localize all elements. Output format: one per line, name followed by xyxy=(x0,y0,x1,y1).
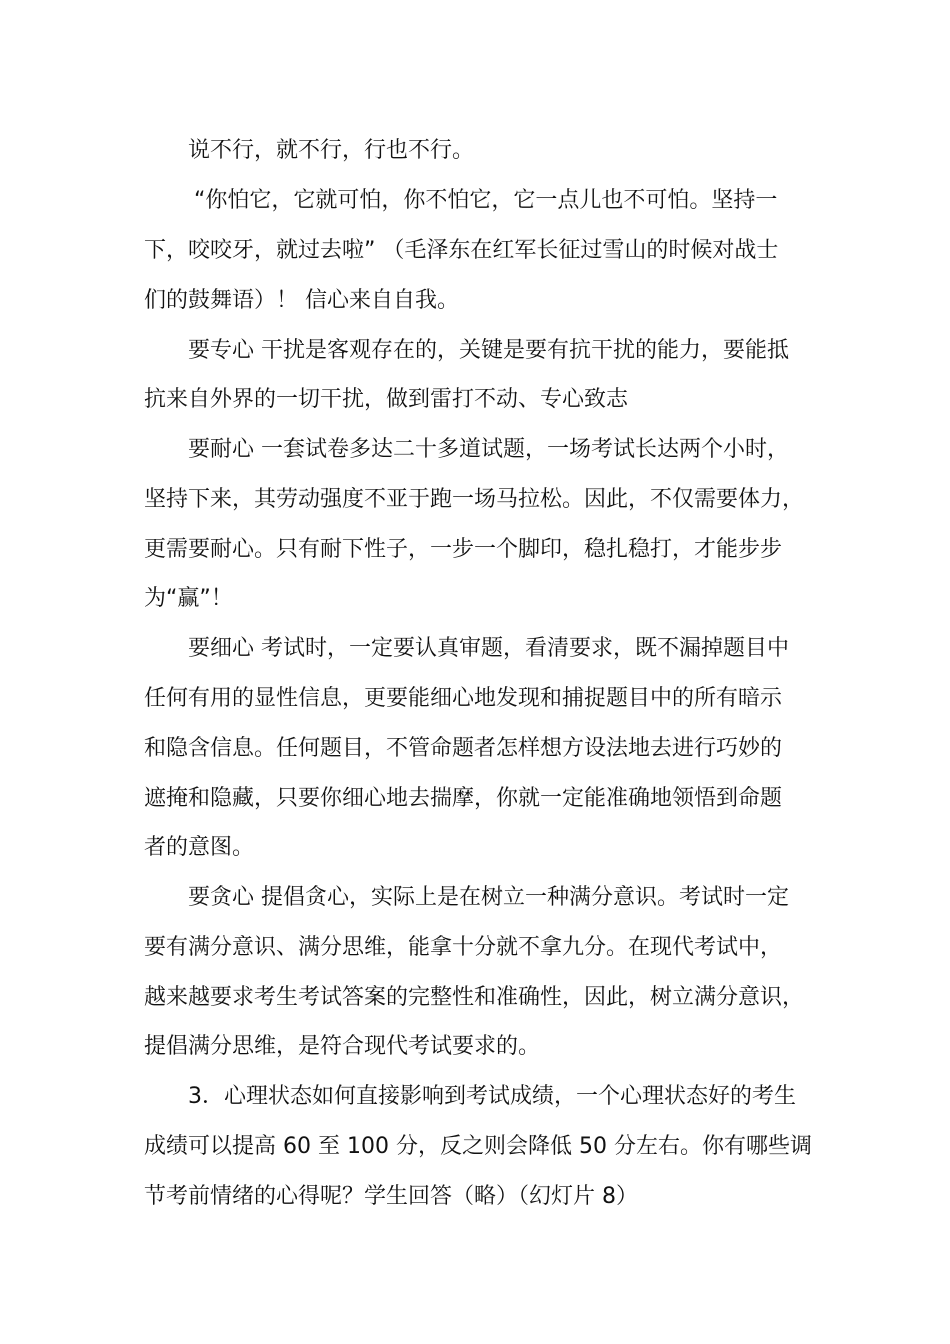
text-line: 下，咬咬牙，就过去啦” （毛泽东在红军长征过雪山的时候对战士 xyxy=(144,238,779,263)
text-line: 要专心 干扰是客观存在的，关键是要有抗干扰的能力，要能抵 xyxy=(188,338,789,363)
text-line: 者的意图。 xyxy=(144,835,255,860)
text-line: 为“赢”！ xyxy=(144,586,233,611)
text-line: 越来越要求考生考试答案的完整性和准确性，因此，树立满分意识， xyxy=(144,985,805,1010)
text-line: “你怕它，它就可怕，你不怕它，它一点儿也不可怕。坚持一 xyxy=(194,188,778,213)
text-line: 遮掩和隐藏，只要你细心地去揣摩，你就一定能准确地领悟到命题 xyxy=(144,786,783,811)
text-line: 要耐心 一套试卷多达二十多道试题，一场考试长达两个小时， xyxy=(188,437,789,462)
text-line: 要细心 考试时，一定要认真审题，看清要求，既不漏掉题目中 xyxy=(188,636,789,661)
text-line: 成绩可以提高 60 至 100 分，反之则会降低 50 分左右。你有哪些调 xyxy=(144,1134,812,1159)
text-line: 3．心理状态如何直接影响到考试成绩，一个心理状态好的考生 xyxy=(188,1084,796,1109)
text-line: 节考前情绪的心得呢？学生回答（略）（幻灯片 8） xyxy=(144,1184,638,1209)
text-line: 任何有用的显性信息，更要能细心地发现和捕捉题目中的所有暗示 xyxy=(144,686,783,711)
text-line: 坚持下来，其劳动强度不亚于跑一场马拉松。因此，不仅需要体力， xyxy=(144,487,805,512)
text-line: 更需要耐心。只有耐下性子，一步一个脚印，稳扎稳打，才能步步 xyxy=(144,537,783,562)
text-line: 要有满分意识、满分思维，能拿十分就不拿九分。在现代考试中， xyxy=(144,935,783,960)
text-line: 说不行，就不行，行也不行。 xyxy=(188,138,475,163)
text-line: 们的鼓舞语）！ 信心来自自我。 xyxy=(144,288,459,313)
text-line: 抗来自外界的一切干扰，做到雷打不动、专心致志 xyxy=(144,387,629,412)
text-line: 要贪心 提倡贪心，实际上是在树立一种满分意识。考试时一定 xyxy=(188,885,789,910)
text-line: 提倡满分思维，是符合现代考试要求的。 xyxy=(144,1034,541,1059)
text-line: 和隐含信息。任何题目，不管命题者怎样想方设法地去进行巧妙的 xyxy=(144,736,783,761)
